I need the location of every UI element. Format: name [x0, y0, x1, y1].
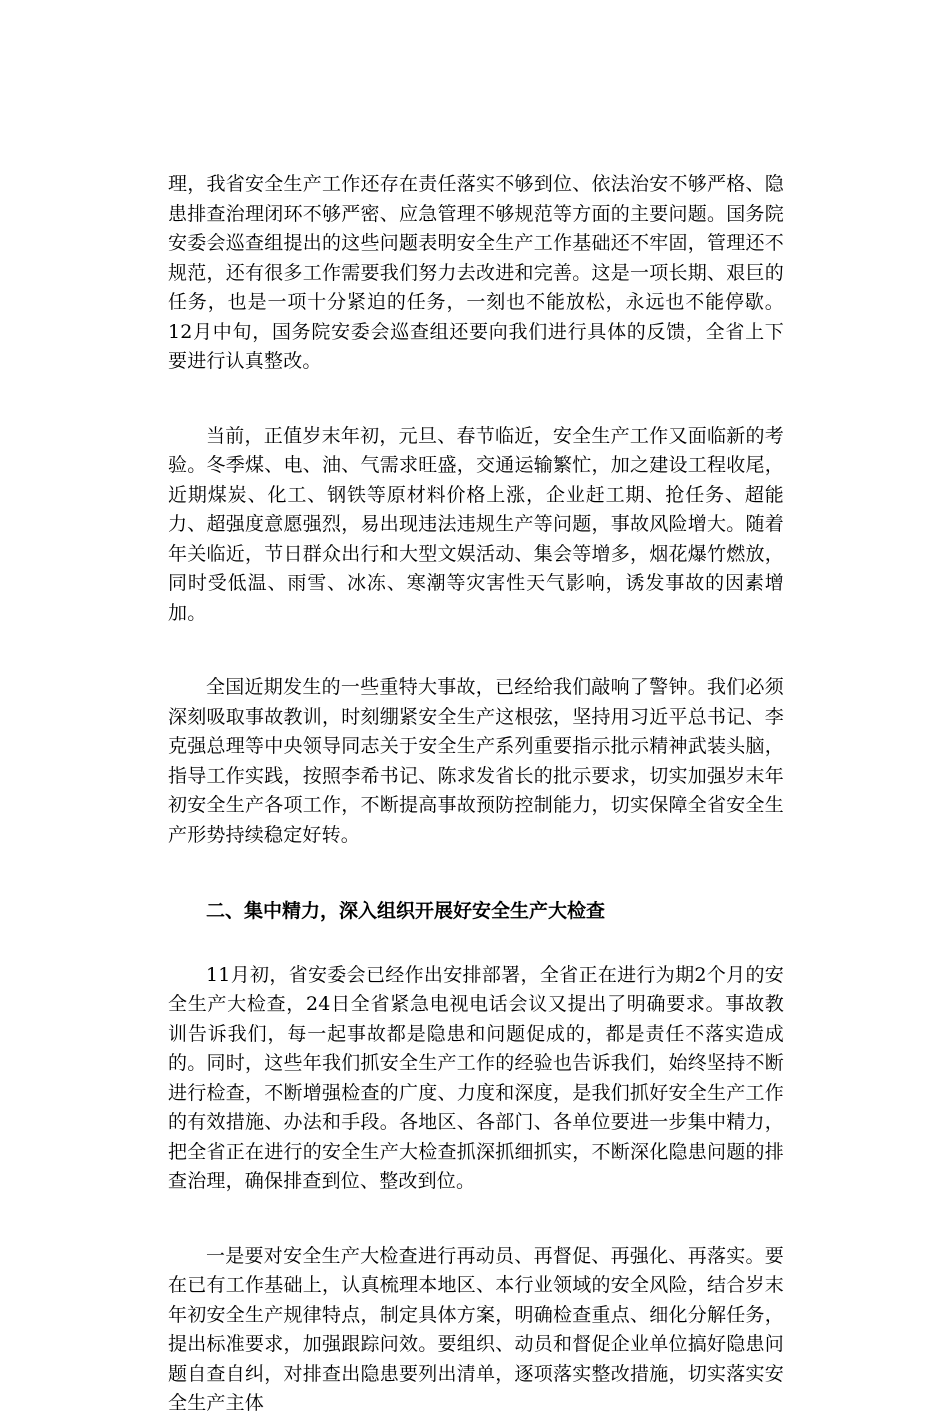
paragraph-inspection: 11月初，省安委会已经作出安排部署，全省正在进行为期2个月的安全生产大检查，24日全省紧急电视电话会议又提出了明确要求。事故教训告诉我们，每一起事故都是隐患和问题促成的，都是责任不落实造成的。同时，这些年我们抓安全生产工作的经验也告诉我们，始终坚持不断进行检查，不断增强检查的广度、力度和深度，是我们抓好安全生产工作的有效措施、办法和手段。各地区、各部门、各单位要进一步集中精力，把全省正在进行的安全生产大检查抓深抓细抓实，不断深化隐患问题的排查治理，确保排查到位、整改到位。 — [168, 963, 784, 1192]
paragraph-warning: 全国近期发生的一些重特大事故，已经给我们敲响了警钟。我们必须深刻吸取事故教训，时刻绷紧安全生产这根弦，坚持用习近平总书记、李克强总理等中央领导同志关于安全生产系列重要指示批示精神武装头脑，指导工作实践，按照李希书记、陈求发省长的批示要求，切实加强岁末年初安全生产各项工作，不断提高事故预防控制能力，切实保障全省安全生产形势持续稳定好转。 — [168, 676, 784, 846]
paragraph-current-situation: 当前，正值岁末年初，元旦、春节临近，安全生产工作又面临新的考验。冬季煤、电、油、气需求旺盛，交通运输繁忙，加之建设工程收尾，近期煤炭、化工、钢铁等原材料价格上涨，企业赶工期、抢任务、超能力、超强度意愿强烈，易出现违法违规生产等问题，事故风险增大。随着年关临近，节日群众出行和大型文娱活动、集会等增多，烟花爆竹燃放，同时受低温、雨雪、冰冻、寒潮等灾害性天气影响，诱发事故的因素增加。 — [168, 424, 784, 624]
section-heading: 二、集中精力，深入组织开展好安全生产大检查 — [206, 900, 606, 922]
paragraph-continuation: 理，我省安全生产工作还存在责任落实不够到位、依法治安不够严格、隐患排查治理闭环不够严密、应急管理不够规范等方面的主要问题。国务院安委会巡查组提出的这些问题表明安全生产工作基础还不牢固，管理还不规范，还有很多工作需要我们努力去改进和完善。这是一项长期、艰巨的任务，也是一项十分紧迫的任务，一刻也不能放松，永远也不能停歇。12月中旬，国务院安委会巡查组还要向我们进行具体的反馈，全省上下要进行认真整改。 — [168, 173, 784, 372]
document-body — [168, 170, 784, 1419]
paragraph-point-one: 一是要对安全生产大检查进行再动员、再督促、再强化、再落实。要在已有工作基础上，认真梳理本地区、本行业领域的安全风险，结合岁末年初安全生产规律特点，制定具体方案，明确检查重点、细化分解任务，提出标准要求，加强跟踪问效。要组织、动员和督促企业单位搞好隐患问题自查自纠，对排查出隐患要列出清单，逐项落实整改措施，切实落实安全生产主体 — [168, 1244, 784, 1414]
